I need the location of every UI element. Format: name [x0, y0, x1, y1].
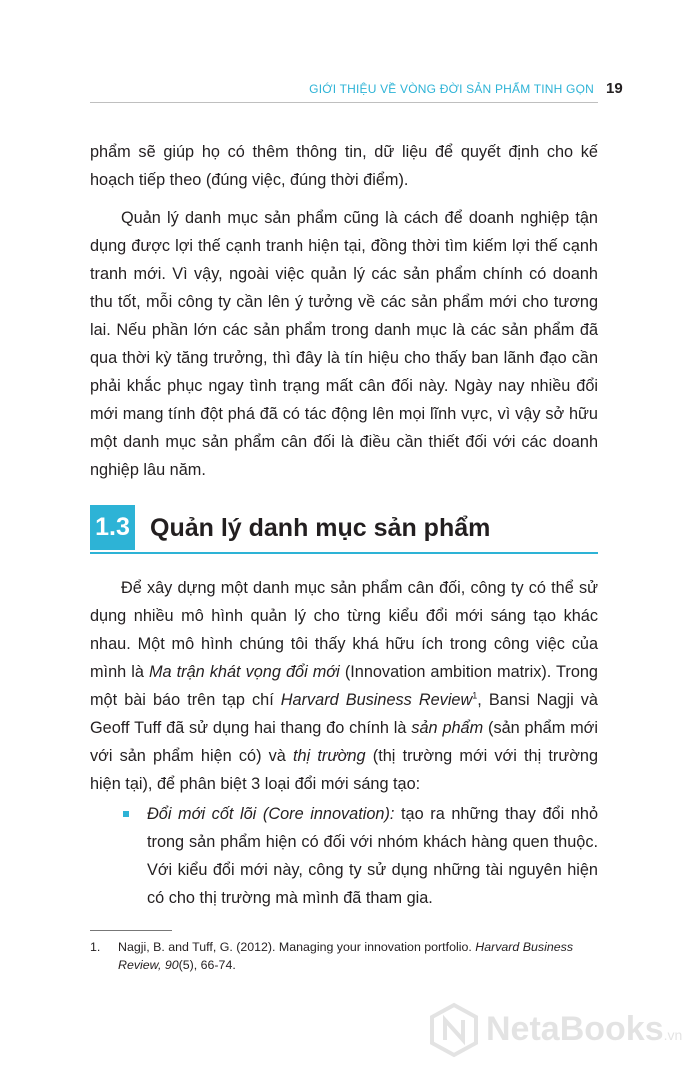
footnote-number: 1. — [90, 940, 101, 954]
square-bullet-icon — [123, 811, 129, 817]
bullet-list-item — [123, 800, 598, 912]
watermark-brand — [486, 1010, 682, 1049]
page-number: 19 — [606, 80, 623, 97]
watermark — [428, 1002, 694, 1058]
footnote — [90, 938, 598, 974]
bullet-description: tạo ra những thay đổi nhỏ trong sản phẩm hiện có đối với nhóm khách hàng quen thuộc. Với kiểu đổi mới này, công ty sử dụng những tài nguyên hiện có cho thị trường mà mình đã tham gia. — [147, 805, 598, 907]
bullet-text — [147, 800, 598, 912]
paragraph-continuation: phẩm sẽ giúp họ có thêm thông tin, dữ liệu để quyết định cho kế hoạch tiếp theo (đúng việc, đúng thời điểm). — [90, 143, 598, 189]
text-run: (5), 66-74. — [178, 958, 236, 972]
text-run: (Innovation ambition matrix). Trong một bài báo trên tạp chí — [90, 663, 598, 709]
text-run: , Bansi Nagji và Geoff Tuff đã sử dụng hai thang đo chính là — [90, 691, 598, 737]
footnote-reference: 1 — [472, 690, 478, 701]
watermark-brand-name: NetaBooks — [486, 1010, 664, 1048]
section-heading — [90, 505, 598, 554]
text-run: Nagji, B. and Tuff, G. (2012). Managing your innovation portfolio. — [118, 940, 476, 954]
text-run: Để xây dựng một danh mục sản phẩm cân đối, công ty có thể sử dụng nhiều mô hình quản lý cho từng kiểu đổi mới sáng tạo khác nhau. Một mô hình chúng tôi thấy khá hữu ích trong công việc của mình là — [90, 579, 598, 681]
term-market: thị trường — [293, 747, 366, 765]
text-run: (thị trường mới với thị trường hiện tại), để phân biệt 3 loại đổi mới sáng tạo: — [90, 747, 599, 793]
bullet-term: Đổi mới cốt lõi (Core innovation): — [147, 805, 395, 823]
term-product: sản phẩm — [411, 719, 484, 737]
watermark-domain-suffix: .vn — [663, 1027, 683, 1043]
running-title: GIỚI THIỆU VỀ VÒNG ĐỜI SẢN PHẨM TINH GỌN — [309, 82, 594, 96]
netabooks-logo-icon — [428, 1002, 480, 1058]
journal-name: Harvard Business Review — [280, 691, 473, 709]
footnote-divider — [90, 930, 172, 931]
paragraph-innovation-matrix — [90, 574, 598, 798]
term-innovation-ambition-matrix: Ma trận khát vọng đổi mới — [148, 663, 340, 681]
running-header — [90, 80, 598, 103]
footnote-journal: Harvard Business Review, 90 — [118, 940, 574, 972]
footnote-text — [118, 938, 598, 974]
paragraph-portfolio-management: Quản lý danh mục sản phẩm cũng là cách để doanh nghiệp tận dụng được lợi thế cạnh tranh hiện tại, đồng thời tìm kiếm lợi thế cạnh tranh mới. Vì vậy, ngoài việc quản lý các sản phẩm chính có doanh thu tốt, mỗi công ty cần lên ý tưởng về các sản phẩm mới cho tương lai. Nếu phần lớn các sản phẩm trong danh mục là các sản phẩm đã qua thời kỳ tăng trưởng, thì đây là tín hiệu cho thấy ban lãnh đạo cần phải khắc phục ngay tình trạng mất cân đối này. Ngày nay nhiều đổi mới mang tính đột phá đã có tác động lên mọi lĩnh vực, vì vậy sở hữu một danh mục sản phẩm cân đối là điều cần thiết đối với các doanh nghiệp lâu năm. — [90, 209, 598, 479]
section-number-badge: 1.3 — [90, 505, 135, 550]
section-title: Quản lý danh mục sản phẩm — [150, 514, 491, 542]
text-run: (sản phẩm mới với sản phẩm hiện có) và — [90, 719, 598, 765]
